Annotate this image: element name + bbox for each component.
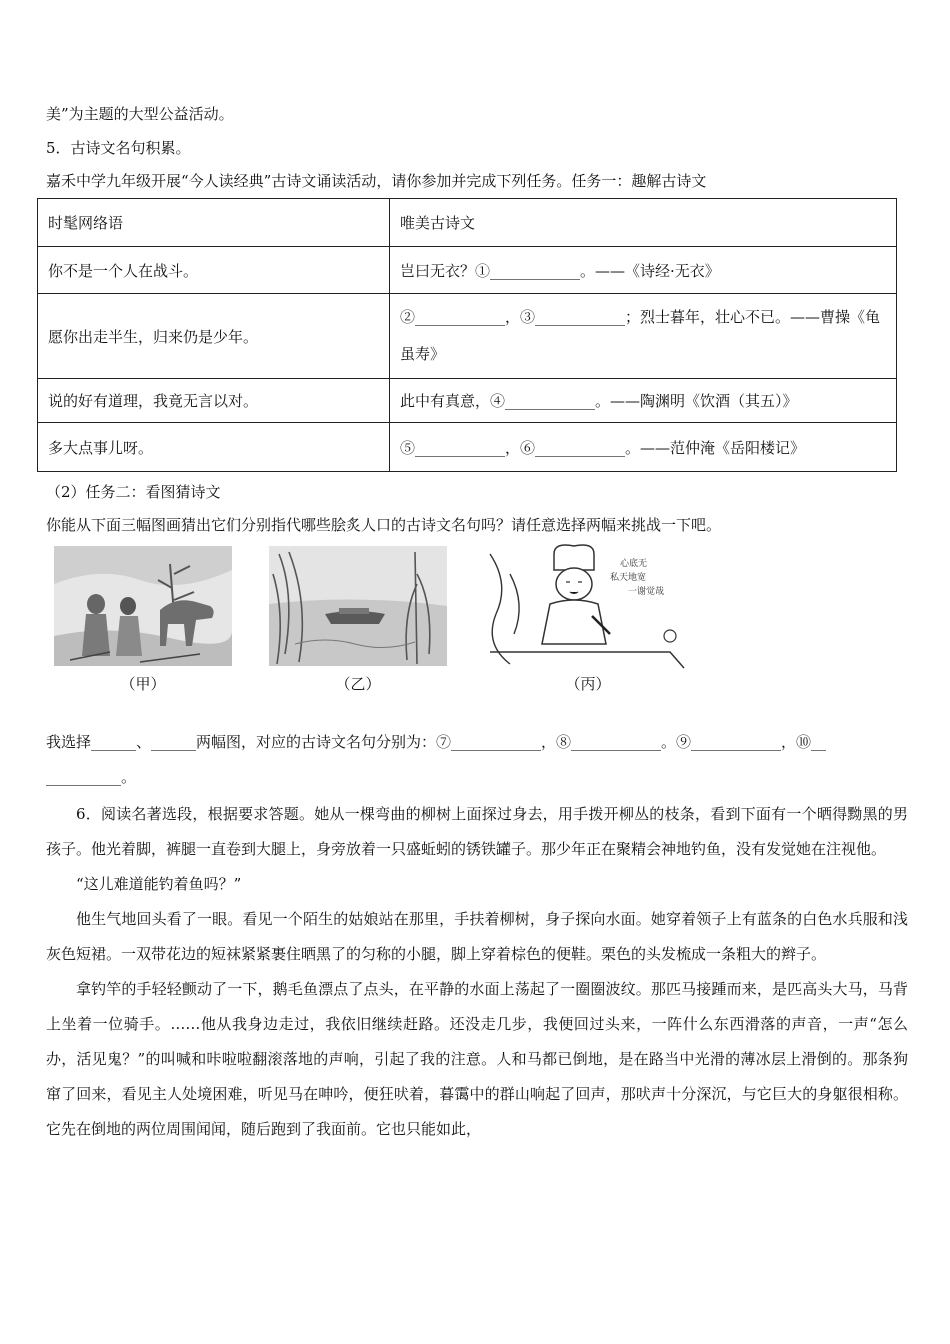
q6-paragraph-3: 他生气地回头看了一眼。看见一个陌生的姑娘站在那里，手扶着柳树，身子探向水面。她穿着领子上有蓝条的白色水兵服和浅灰色短裙。一双带花边的短袜紧紧裹住晒黑了的匀称的小腿，脚上穿着棕色的便鞋。栗色的头发梳成一条粗大的辫子。 — [46, 910, 908, 963]
choice-line-1: 我选择______、______两幅图，对应的古诗文名句分别为：⑦____________，⑧____________。⑨____________，⑩__ — [46, 733, 827, 751]
table-row — [38, 379, 897, 423]
table-cell-classical: ②____________，③____________；烈士暮年，壮心不已。——曹操《龟虽寿》 — [390, 294, 897, 379]
q6-paragraph-1: 6．阅读名著选段，根据要求答题。她从一棵弯曲的柳树上面探过身去，用手拨开柳丛的枝条，看到下面有一个晒得黝黑的男孩子。他光着脚，裤腿一直卷到大腿上，身旁放着一只盛蚯蚓的锈铁罐子。那少年正在聚精会神地钓鱼，没有发觉她在注视他。 — [46, 805, 908, 858]
table-cell-classical: 此中有真意，④____________。——陶渊明《饮酒（其五）》 — [390, 379, 897, 423]
inscription-line-1: 心底无 — [620, 559, 648, 569]
q6-paragraph-4: 拿钓竿的手轻轻颤动了一下，鹅毛鱼漂点了点头，在平静的水面上荡起了一圈圈波纹。那匹马接踵而来，是匹高头大马，马背上坐着一位骑手。……他从我身边走过，我依旧继续赶路。还没走几步，我便回过头来，一阵什么东西滑落的声音，一声“怎么办，活见鬼？”的叫喊和咔啦啦翻滚落地的声响，引起了我的注意。人和马都已倒地，是在路当中光滑的薄冰层上滑倒的。那条狗窜了回来，看见主人处境困难，听见马在呻吟，便狂吠着，暮霭中的群山响起了回声，那吠声十分深沉，与它巨大的身躯很相称。它先在倒地的两位周围闻闻，随后跑到了我面前。它也只能如此， — [46, 980, 908, 1138]
table-cell-modern: 愿你出走半生，归来仍是少年。 — [38, 294, 390, 379]
task2-heading: （2）任务二：看图猜诗文 — [46, 483, 221, 501]
figure-yi — [265, 544, 451, 694]
writer-illustration — [470, 544, 706, 672]
q5-intro: 嘉禾中学九年级开展“今人读经典”古诗文诵读活动，请你参加并完成下列任务。任务一：趣解古诗文 — [46, 172, 707, 190]
table-row — [38, 247, 897, 294]
table-cell-modern: 你不是一个人在战斗。 — [38, 247, 390, 294]
table-cell-classical: ⑤____________，⑥____________。——范仲淹《岳阳楼记》 — [390, 423, 897, 472]
table-cell-modern: 多大点事儿呀。 — [38, 423, 390, 472]
table-cell-classical: 岂曰无衣？①____________。——《诗经·无衣》 — [390, 247, 897, 294]
table-row — [38, 423, 897, 472]
willow-boat-illustration — [265, 544, 451, 672]
table-header-row — [38, 199, 897, 247]
q6-paragraph-2: “这儿难道能钓着鱼吗？” — [76, 875, 242, 893]
farewell-scene-illustration — [50, 544, 236, 672]
inscription-line-2: 私天地宽 — [610, 573, 647, 583]
table-header-modern: 时髦网络语 — [38, 199, 390, 247]
inscription-line-3: 一谢觉哉 — [628, 587, 665, 597]
figure-jia-caption: （甲） — [120, 675, 166, 693]
figure-row — [50, 544, 710, 694]
intro-tail: 美”为主题的大型公益活动。 — [46, 105, 234, 123]
table-row — [38, 294, 897, 379]
poem-table — [37, 198, 897, 472]
q5-heading: 5．古诗文名句积累。 — [46, 139, 191, 157]
choice-line-2: __________。 — [46, 768, 137, 786]
q6-passage — [46, 797, 908, 1147]
table-header-classical: 唯美古诗文 — [390, 199, 897, 247]
table-cell-modern: 说的好有道理，我竟无言以对。 — [38, 379, 390, 423]
task2-intro: 你能从下面三幅图画猜出它们分别指代哪些脍炙人口的古诗文名句吗？请任意选择两幅来挑战一下吧。 — [46, 516, 722, 534]
figure-jia — [50, 544, 236, 694]
figure-bing — [470, 544, 706, 694]
figure-yi-caption: （乙） — [335, 675, 381, 693]
figure-bing-caption: （丙） — [565, 675, 611, 693]
